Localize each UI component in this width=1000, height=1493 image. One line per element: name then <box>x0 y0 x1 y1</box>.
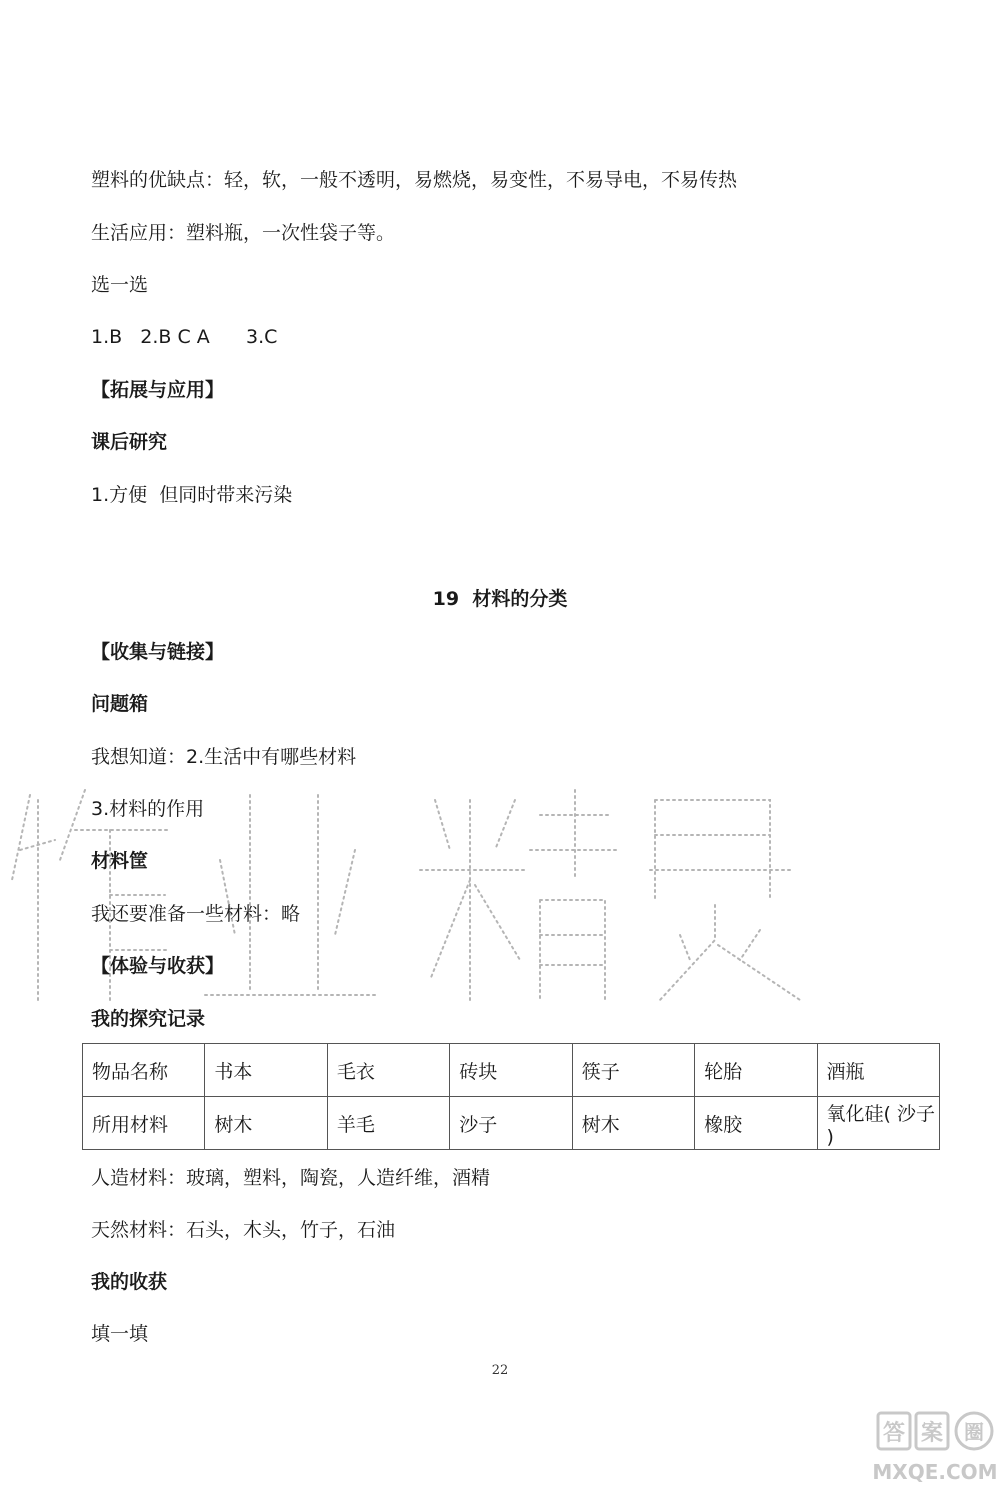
table-cell: 砖块 <box>450 1044 572 1097</box>
line-want-to-know: 我想知道：2.生活中有哪些材料 <box>91 746 357 768</box>
line-research-answer: 1.方便 但同时带来污染 <box>91 484 293 506</box>
heading-after-class-research: 课后研究 <box>91 431 168 453</box>
svg-text:案: 案 <box>920 1421 944 1446</box>
page-number: 22 <box>491 1363 509 1378</box>
table-cell: 沙子 <box>450 1097 572 1150</box>
line-plastic-properties: 塑料的优缺点：轻，软，一般不透明，易燃烧，易变性，不易导电，不易传热 <box>91 169 738 191</box>
lesson-title: 19 材料的分类 <box>432 588 568 610</box>
section-extension-application: 【拓展与应用】 <box>91 379 225 401</box>
table-cell: 树木 <box>572 1097 694 1150</box>
svg-text:圈: 圈 <box>964 1420 984 1444</box>
table-row <box>83 1044 940 1097</box>
heading-exploration-record: 我的探究记录 <box>91 1008 206 1030</box>
table-cell: 橡胶 <box>695 1097 817 1150</box>
exploration-record-table <box>82 1043 940 1150</box>
heading-fill-in: 填一填 <box>91 1323 149 1345</box>
line-choose-answers: 1.B 2.B C A 3.C <box>91 326 278 348</box>
table-cell: 酒瓶 <box>817 1044 939 1097</box>
table-cell: 筷子 <box>572 1044 694 1097</box>
svg-text:答: 答 <box>882 1421 906 1446</box>
table-cell: 物品名称 <box>83 1044 205 1097</box>
section-collect-link: 【收集与链接】 <box>91 641 225 663</box>
svg-text:MXQE.COM: MXQE.COM <box>872 1460 998 1484</box>
table-cell: 羊毛 <box>327 1097 449 1150</box>
section-experience-gain: 【体验与收获】 <box>91 955 225 977</box>
site-logo-icon <box>870 1405 1000 1493</box>
table-cell: 树木 <box>205 1097 327 1150</box>
line-prepare-materials: 我还要准备一些材料：略 <box>91 903 301 925</box>
table-cell: 毛衣 <box>327 1044 449 1097</box>
line-material-function: 3.材料的作用 <box>91 798 205 820</box>
heading-choose: 选一选 <box>91 274 149 296</box>
heading-question-box: 问题箱 <box>91 693 149 715</box>
heading-material-basket: 材料筐 <box>91 850 149 872</box>
heading-my-gain: 我的收获 <box>91 1271 168 1293</box>
table-row <box>83 1097 940 1150</box>
table-cell: 书本 <box>205 1044 327 1097</box>
line-natural-materials: 天然材料：石头，木头，竹子，石油 <box>91 1219 396 1241</box>
table-cell: 氧化硅( 沙子 ) <box>817 1097 939 1150</box>
line-man-made-materials: 人造材料：玻璃，塑料，陶瓷，人造纤维，酒精 <box>91 1167 491 1189</box>
table-cell: 轮胎 <box>695 1044 817 1097</box>
table-cell: 所用材料 <box>83 1097 205 1150</box>
line-plastic-application: 生活应用：塑料瓶，一次性袋子等。 <box>91 222 396 244</box>
